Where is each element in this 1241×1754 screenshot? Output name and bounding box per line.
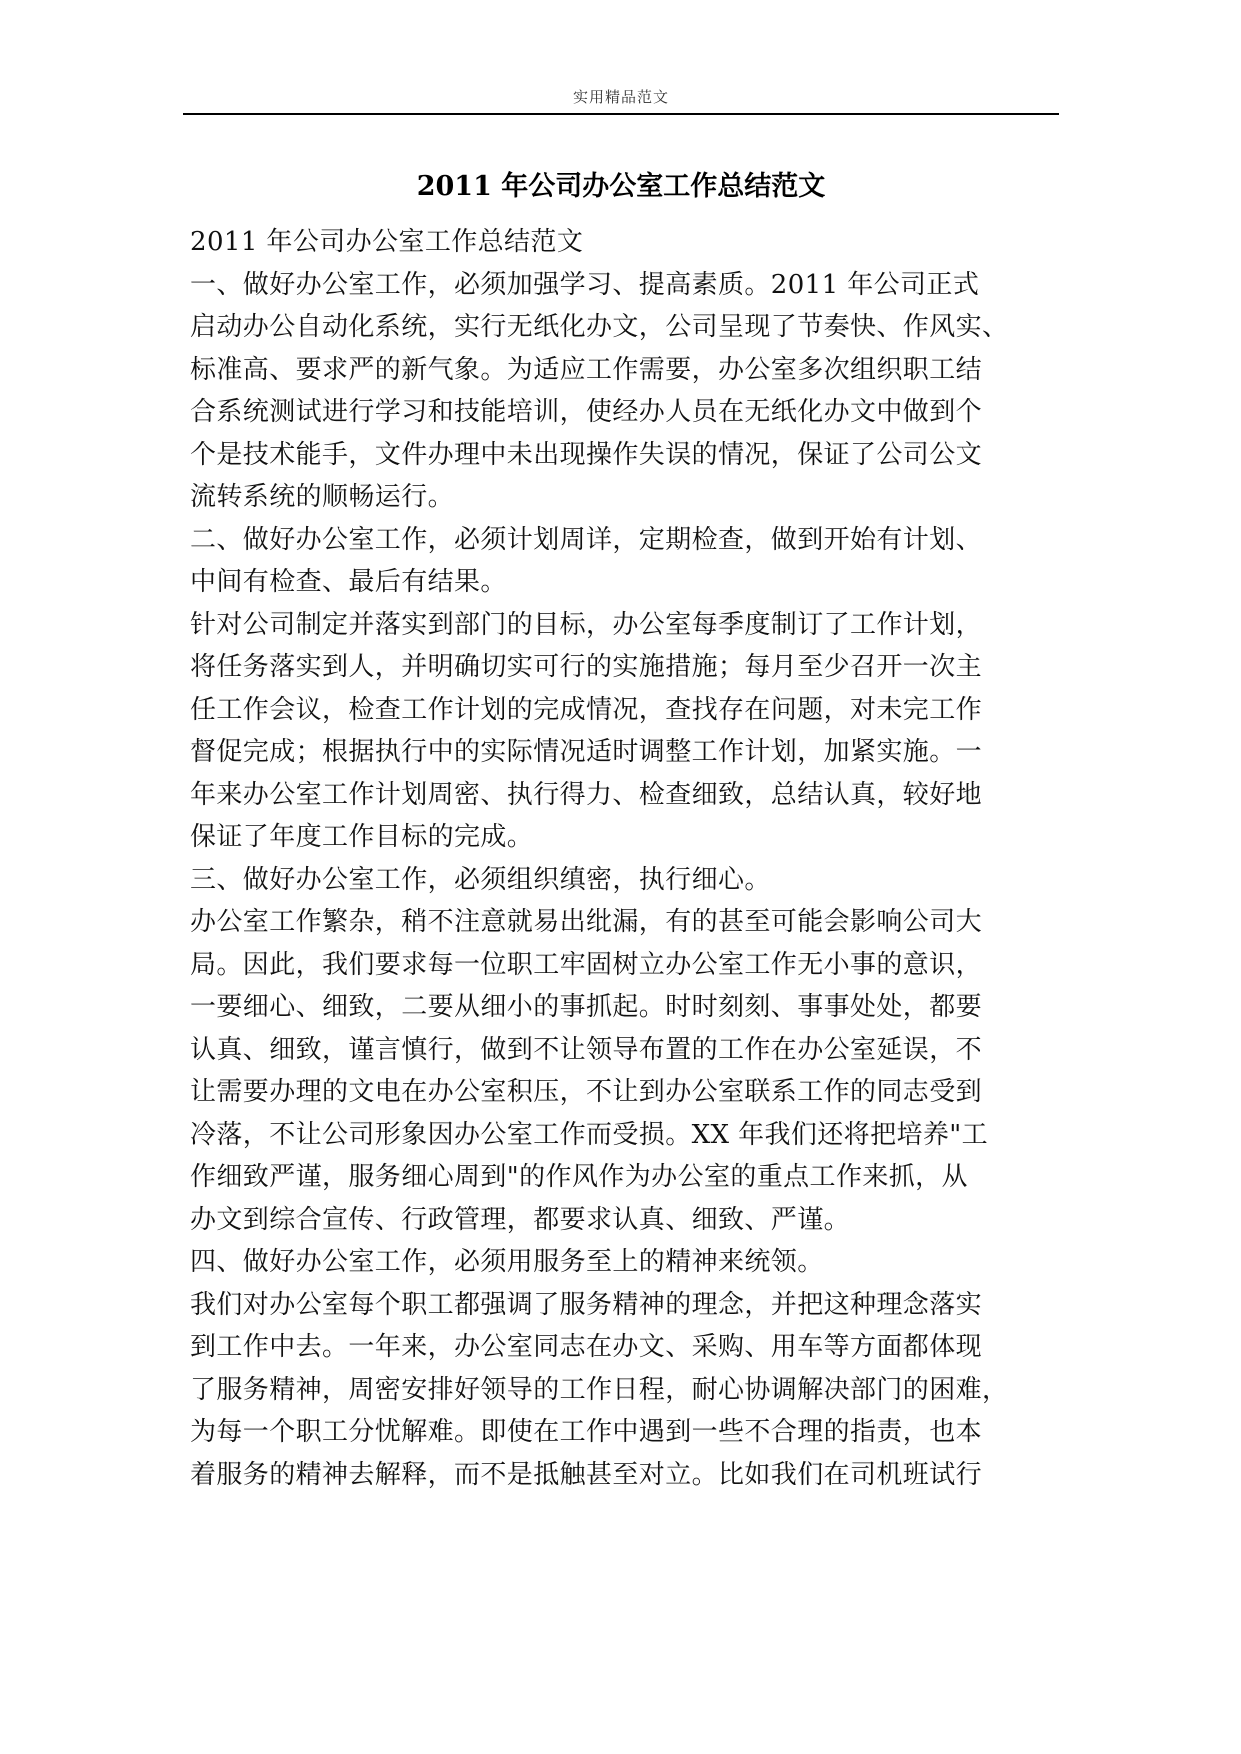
body-line: 三、做好办公室工作，必须组织缜密，执行细心。 bbox=[190, 864, 771, 895]
body-line: 督促完成；根据执行中的实际情况适时调整工作计划，加紧实施。一 bbox=[190, 737, 983, 767]
body-line: 保证了年度工作目标的完成。 bbox=[190, 822, 534, 852]
body-line: 任工作会议，检查工作计划的完成情况，查找存在问题，对未完工作 bbox=[190, 694, 983, 725]
body-line: 办公室工作繁杂，稍不注意就易出纰漏，有的甚至可能会影响公司大 bbox=[190, 907, 983, 937]
body-line: 四、做好办公室工作，必须用服务至上的精神来统领。 bbox=[190, 1247, 824, 1277]
body-line: 2011 年公司办公室工作总结范文 bbox=[190, 227, 584, 257]
body-line: 一、做好办公室工作，必须加强学习、提高素质。2011 年公司正式 bbox=[190, 269, 980, 300]
body-line: 我们对办公室每个职工都强调了服务精神的理念，并把这种理念落实 bbox=[190, 1289, 983, 1320]
body-line: 二、做好办公室工作，必须计划周详，定期检查，做到开始有计划、 bbox=[190, 524, 983, 555]
body-line: 中间有检查、最后有结果。 bbox=[190, 567, 507, 597]
body-line: 流转系统的顺畅运行。 bbox=[190, 482, 455, 512]
document-title: 2011 年公司办公室工作总结范文 bbox=[416, 171, 826, 202]
body-line: 了服务精神，周密安排好领导的工作日程，耐心协调解决部门的困难， bbox=[190, 1374, 1009, 1405]
document-body bbox=[190, 221, 1070, 1496]
body-line: 针对公司制定并落实到部门的目标，办公室每季度制订了工作计划， bbox=[190, 609, 983, 640]
running-header: 实用精品范文 bbox=[572, 88, 669, 106]
body-line: 启动办公自动化系统，实行无纸化办文，公司呈现了节奏快、作风实、 bbox=[190, 312, 1009, 342]
body-line: 标准高、要求严的新气象。为适应工作需要，办公室多次组织职工结 bbox=[190, 354, 983, 385]
header-divider bbox=[183, 113, 1059, 115]
body-line: 作细致严谨，服务细心周到"的作风作为办公室的重点工作来抓，从 bbox=[190, 1162, 968, 1192]
body-line: 办文到综合宣传、行政管理，都要求认真、细致、严谨。 bbox=[190, 1204, 851, 1235]
body-line: 为每一个职工分忧解难。即使在工作中遇到一些不合理的指责，也本 bbox=[190, 1417, 983, 1447]
body-line: 认真、细致，谨言慎行，做到不让领导布置的工作在办公室延误，不 bbox=[190, 1034, 983, 1065]
body-line: 年来办公室工作计划周密、执行得力、检查细致，总结认真，较好地 bbox=[190, 779, 983, 810]
body-line: 冷落，不让公司形象因办公室工作而受损。XX 年我们还将把培养"工 bbox=[190, 1119, 989, 1150]
body-line: 个是技术能手，文件办理中未出现操作失误的情况，保证了公司公文 bbox=[190, 439, 983, 470]
body-line: 到工作中去。一年来，办公室同志在办文、采购、用车等方面都体现 bbox=[190, 1332, 983, 1362]
body-line: 合系统测试进行学习和技能培训，使经办人员在无纸化办文中做到个 bbox=[190, 397, 983, 427]
body-line: 一要细心、细致，二要从细小的事抓起。时时刻刻、事事处处，都要 bbox=[190, 992, 983, 1022]
body-line: 将任务落实到人，并明确切实可行的实施措施；每月至少召开一次主 bbox=[190, 652, 983, 682]
body-line: 着服务的精神去解释，而不是抵触甚至对立。比如我们在司机班试行 bbox=[190, 1459, 983, 1490]
body-line: 局。因此，我们要求每一位职工牢固树立办公室工作无小事的意识， bbox=[190, 949, 983, 980]
body-line: 让需要办理的文电在办公室积压，不让到办公室联系工作的同志受到 bbox=[190, 1077, 983, 1107]
